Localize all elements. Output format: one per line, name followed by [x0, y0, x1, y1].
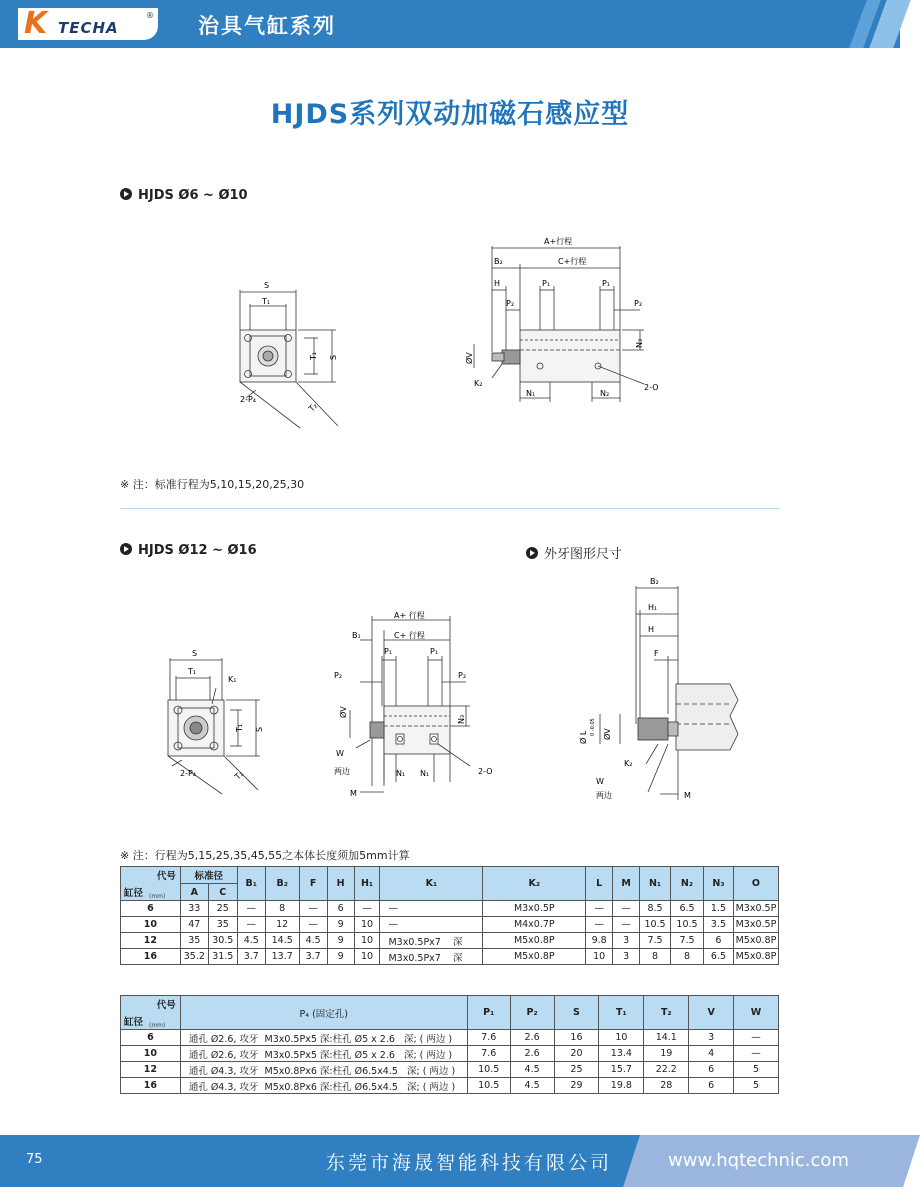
table-cell: M5x0.8P: [483, 949, 586, 965]
logo: [18, 8, 158, 40]
table-cell: —: [586, 901, 613, 917]
label-n1: N₁: [396, 769, 406, 778]
table-cell: —: [586, 917, 613, 933]
label-t1-vertical: T₁: [309, 351, 318, 360]
table-cell: M3x0.5P: [733, 917, 778, 933]
table-cell: —: [613, 901, 640, 917]
label-m: M: [350, 789, 357, 798]
table-cell: —: [380, 917, 483, 933]
header-b1: B₁: [237, 867, 265, 901]
header-l: L: [586, 867, 613, 901]
table-row: [121, 1046, 779, 1062]
table-cell: 5: [734, 1078, 779, 1094]
bore-cell: 10: [121, 1046, 181, 1062]
table-row: [121, 1062, 779, 1078]
label-k2: K₂: [624, 759, 633, 768]
label-t2: T₂: [307, 401, 320, 414]
play-bullet-icon: [120, 188, 132, 200]
spec-table-mounting: [120, 995, 779, 1094]
label-b2: B₂: [494, 257, 503, 266]
logo-k-mark: K: [24, 6, 48, 41]
label-s-vertical: S: [255, 726, 264, 732]
label-p2-right: P₂: [634, 299, 643, 308]
label-a-stroke: A+ 行程: [394, 611, 425, 620]
play-bullet-icon: [120, 543, 132, 555]
table-cell: 4.5: [510, 1078, 554, 1094]
table-cell: 2.6: [510, 1046, 554, 1062]
corner-bore-label: 缸径: [124, 888, 144, 899]
table-cell: 25: [208, 901, 237, 917]
table-cell: 5: [734, 1062, 779, 1078]
label-p4: 2-P₄: [180, 769, 197, 778]
table-cell: 12: [265, 917, 299, 933]
table-cell: 8: [671, 949, 704, 965]
header-v: V: [689, 996, 734, 1030]
table-cell: 33: [180, 901, 208, 917]
table-cell: 3: [689, 1030, 734, 1046]
table-cell: 通孔 Ø4.3, 攻牙 M5x0.8Px6 深:柱孔 Ø6.5x4.5 深; ( 两边 ): [180, 1078, 467, 1094]
label-o: 2-O: [644, 383, 659, 392]
label-n3: N₃: [635, 338, 644, 348]
table-cell: —: [299, 901, 327, 917]
section-heading-thread: [526, 543, 622, 562]
table-cell: 14.1: [644, 1030, 689, 1046]
table-cell: 6.5: [671, 901, 704, 917]
table-cell: 29: [554, 1078, 599, 1094]
table-cell: 3: [613, 933, 640, 949]
label-both-sides: 两边: [334, 767, 350, 776]
table-cell: —: [299, 917, 327, 933]
table-cell: 35.2: [180, 949, 208, 965]
bore-cell: 16: [121, 1078, 181, 1094]
note-stroke-length: ※ 注：行程为5,15,25,35,45,55之本体长度须加5mm计算: [120, 849, 410, 862]
note-standard-stroke: ※ 注：标准行程为5,10,15,20,25,30: [120, 478, 305, 491]
table-cell: 4.5: [510, 1062, 554, 1078]
table-cell: M5x0.8P: [733, 933, 778, 949]
table-row: [121, 917, 779, 933]
table-cell: —: [237, 901, 265, 917]
label-p2: P₂: [506, 299, 515, 308]
table-cell: 4.5: [237, 933, 265, 949]
label-h1: H₁: [648, 603, 658, 612]
label-t1: T₁: [262, 297, 271, 306]
label-k1: K₁: [228, 675, 237, 684]
table-cell: 6: [327, 901, 354, 917]
table-cell: 47: [180, 917, 208, 933]
header-b2: B₂: [265, 867, 299, 901]
header-n2: N₂: [671, 867, 704, 901]
table-cell: 20: [554, 1046, 599, 1062]
label-c-stroke: C+ 行程: [394, 631, 425, 640]
table-cell: 通孔 Ø2.6, 攻牙 M3x0.5Px5 深:柱孔 Ø5 x 2.6 深; ( 两边 ): [180, 1030, 467, 1046]
table-cell: 6: [689, 1078, 734, 1094]
table-cell: 13.4: [599, 1046, 644, 1062]
label-c-stroke: C+行程: [558, 257, 587, 266]
label-n1-right: N₁: [420, 769, 430, 778]
label-v: ØV: [603, 728, 612, 740]
label-h: H: [648, 625, 655, 634]
table-cell: 9: [327, 917, 354, 933]
section-heading-text: HJDS Ø6 ~ Ø10: [138, 188, 248, 203]
table-cell: 10.5: [467, 1078, 510, 1094]
header-p2: P₂: [510, 996, 554, 1030]
table-cell: 10: [354, 917, 380, 933]
label-w: W: [596, 777, 604, 786]
table-cell: 6.5: [703, 949, 733, 965]
table-corner-cell: [121, 867, 181, 901]
table-cell: M5x0.8P: [483, 933, 586, 949]
label-p4: 2-P₄: [240, 395, 257, 404]
drawing-front-view-6-10: [220, 278, 350, 438]
label-v: ØV: [465, 352, 474, 364]
label-tolerance: 0 -0.05: [590, 718, 596, 736]
label-s: S: [264, 281, 270, 290]
table-cell: 3.7: [299, 949, 327, 965]
table-cell: 14.5: [265, 933, 299, 949]
label-s-vertical: S: [329, 354, 338, 360]
label-b2: B₂: [650, 577, 659, 586]
header-h1: H₁: [354, 867, 380, 901]
label-w: W: [336, 749, 344, 758]
table-cell: 7.6: [467, 1046, 510, 1062]
section-heading-6-10: [120, 188, 248, 203]
table-cell: 10: [586, 949, 613, 965]
play-bullet-icon: [526, 547, 538, 559]
corner-unit-label: (mm): [149, 1022, 166, 1029]
corner-code-label: 代号: [156, 871, 176, 882]
table-cell: 16: [554, 1030, 599, 1046]
label-p1-right: P₁: [602, 279, 611, 288]
label-t1: T₁: [188, 667, 197, 676]
header-a: A: [180, 884, 208, 901]
header-n3: N₃: [703, 867, 733, 901]
corner-code-label: 代号: [156, 1000, 176, 1011]
table-cell: —: [734, 1030, 779, 1046]
label-h: H: [494, 279, 501, 288]
header-c: C: [208, 884, 237, 901]
header-s: S: [554, 996, 599, 1030]
table-corner-cell: [121, 996, 181, 1030]
label-p2-right: P₂: [458, 671, 467, 680]
table-cell: 31.5: [208, 949, 237, 965]
table-cell: M5x0.8P: [733, 949, 778, 965]
table-cell: 10.5: [467, 1062, 510, 1078]
drawing-side-view-12-16: [330, 606, 493, 802]
drawing-thread-detail: [580, 574, 750, 804]
table-cell: —: [237, 917, 265, 933]
table-cell: M3x0.5P: [483, 901, 586, 917]
label-n3: N₃: [457, 714, 466, 724]
table-cell: 10.5: [671, 917, 704, 933]
header-n1: N₁: [640, 867, 671, 901]
label-t2: T₂: [233, 769, 246, 782]
table-row: [121, 933, 779, 949]
header-o: O: [733, 867, 778, 901]
website-url: www.hqtechnic.com: [668, 1150, 849, 1171]
label-v: ØV: [339, 706, 348, 718]
table-cell: 3.5: [703, 917, 733, 933]
table-row: [121, 1078, 779, 1094]
table-cell: M3x0.5P: [733, 901, 778, 917]
section-heading-text: HJDS Ø12 ~ Ø16: [138, 543, 257, 558]
label-o: 2-O: [478, 767, 493, 776]
table-cell: 6: [689, 1062, 734, 1078]
bore-cell: 6: [121, 901, 181, 917]
label-a-stroke: A+行程: [544, 237, 573, 246]
header-m: M: [613, 867, 640, 901]
table-cell: 10: [599, 1030, 644, 1046]
table-cell: 4.5: [299, 933, 327, 949]
header-p4: P₄ (固定孔): [180, 996, 467, 1030]
header-t1: T₁: [599, 996, 644, 1030]
label-p1: P₁: [384, 647, 393, 656]
table-cell: 15.7: [599, 1062, 644, 1078]
table-cell: 22.2: [644, 1062, 689, 1078]
table-cell: 8: [265, 901, 299, 917]
section-heading-text: 外牙图形尺寸: [544, 547, 623, 562]
table-cell: —: [613, 917, 640, 933]
header-t2: T₂: [644, 996, 689, 1030]
section-heading-12-16: [120, 543, 257, 558]
table-cell: M4x0.7P: [483, 917, 586, 933]
label-l: Ø L: [579, 730, 588, 744]
header-w: W: [734, 996, 779, 1030]
table-cell: 25: [554, 1062, 599, 1078]
label-n2: N₂: [600, 389, 610, 398]
label-f: F: [654, 649, 659, 658]
table-cell: 通孔 Ø4.3, 攻牙 M5x0.8Px6 深:柱孔 Ø6.5x4.5 深; ( 两边 ): [180, 1062, 467, 1078]
table-cell: M3x0.5Px7 深: [380, 949, 483, 965]
label-p2: P₂: [334, 671, 343, 680]
header-f: F: [299, 867, 327, 901]
bore-cell: 12: [121, 1062, 181, 1078]
table-cell: 10: [354, 933, 380, 949]
table-cell: 30.5: [208, 933, 237, 949]
table-cell: 7.5: [640, 933, 671, 949]
table-cell: 9.8: [586, 933, 613, 949]
table-cell: 8.5: [640, 901, 671, 917]
table-cell: 13.7: [265, 949, 299, 965]
table-cell: 35: [180, 933, 208, 949]
label-s: S: [192, 649, 198, 658]
table-cell: 28: [644, 1078, 689, 1094]
header-standard-bore: 标准径: [180, 867, 237, 884]
label-m: M: [684, 791, 691, 800]
table-cell: 35: [208, 917, 237, 933]
logo-text: TECHA: [58, 19, 119, 37]
table-cell: 19.8: [599, 1078, 644, 1094]
table-cell: 9: [327, 949, 354, 965]
page-number: 75: [26, 1152, 43, 1167]
table-cell: —: [354, 901, 380, 917]
table-cell: 10.5: [640, 917, 671, 933]
table-cell: —: [380, 901, 483, 917]
corner-bore-label: 缸径: [124, 1017, 144, 1028]
label-p1-right: P₁: [430, 647, 439, 656]
table-cell: 9: [327, 933, 354, 949]
label-n1: N₁: [526, 389, 536, 398]
section-divider: [120, 508, 780, 509]
header-p1: P₁: [467, 996, 510, 1030]
table-cell: 6: [703, 933, 733, 949]
table-cell: —: [734, 1046, 779, 1062]
drawing-front-view-12-16: [150, 648, 280, 798]
table-row: [121, 901, 779, 917]
table-cell: M3x0.5Px7 深: [380, 933, 483, 949]
table-cell: 3.7: [237, 949, 265, 965]
table-cell: 通孔 Ø2.6, 攻牙 M3x0.5Px5 深:柱孔 Ø5 x 2.6 深; ( 两边 ): [180, 1046, 467, 1062]
label-b1: B₁: [352, 631, 361, 640]
bore-cell: 16: [121, 949, 181, 965]
table-cell: 3: [613, 949, 640, 965]
spec-table-main: [120, 866, 779, 965]
table-row: [121, 1030, 779, 1046]
drawing-side-view-6-10: [462, 232, 682, 412]
table-cell: 7.5: [671, 933, 704, 949]
label-k2: K₂: [474, 379, 483, 388]
company-name: 东莞市海晟智能科技有限公司: [326, 1152, 613, 1174]
label-both-sides: 两边: [596, 791, 612, 800]
header-title: 治具气缸系列: [198, 14, 336, 38]
bore-cell: 10: [121, 917, 181, 933]
label-t1-vertical: T₁: [235, 723, 244, 732]
table-row: [121, 949, 779, 965]
label-p1: P₁: [542, 279, 551, 288]
page-title: HJDS系列双动加磁石感应型: [270, 99, 630, 130]
bore-cell: 6: [121, 1030, 181, 1046]
header-h: H: [327, 867, 354, 901]
table-cell: 7.6: [467, 1030, 510, 1046]
table-cell: 4: [689, 1046, 734, 1062]
table-cell: 1.5: [703, 901, 733, 917]
logo-registered-mark: ®: [146, 11, 154, 20]
table-cell: 19: [644, 1046, 689, 1062]
table-cell: 8: [640, 949, 671, 965]
header-k2: K₂: [483, 867, 586, 901]
table-cell: 10: [354, 949, 380, 965]
corner-unit-label: (mm): [149, 893, 166, 900]
bore-cell: 12: [121, 933, 181, 949]
header-k1: K₁: [380, 867, 483, 901]
table-cell: 2.6: [510, 1030, 554, 1046]
